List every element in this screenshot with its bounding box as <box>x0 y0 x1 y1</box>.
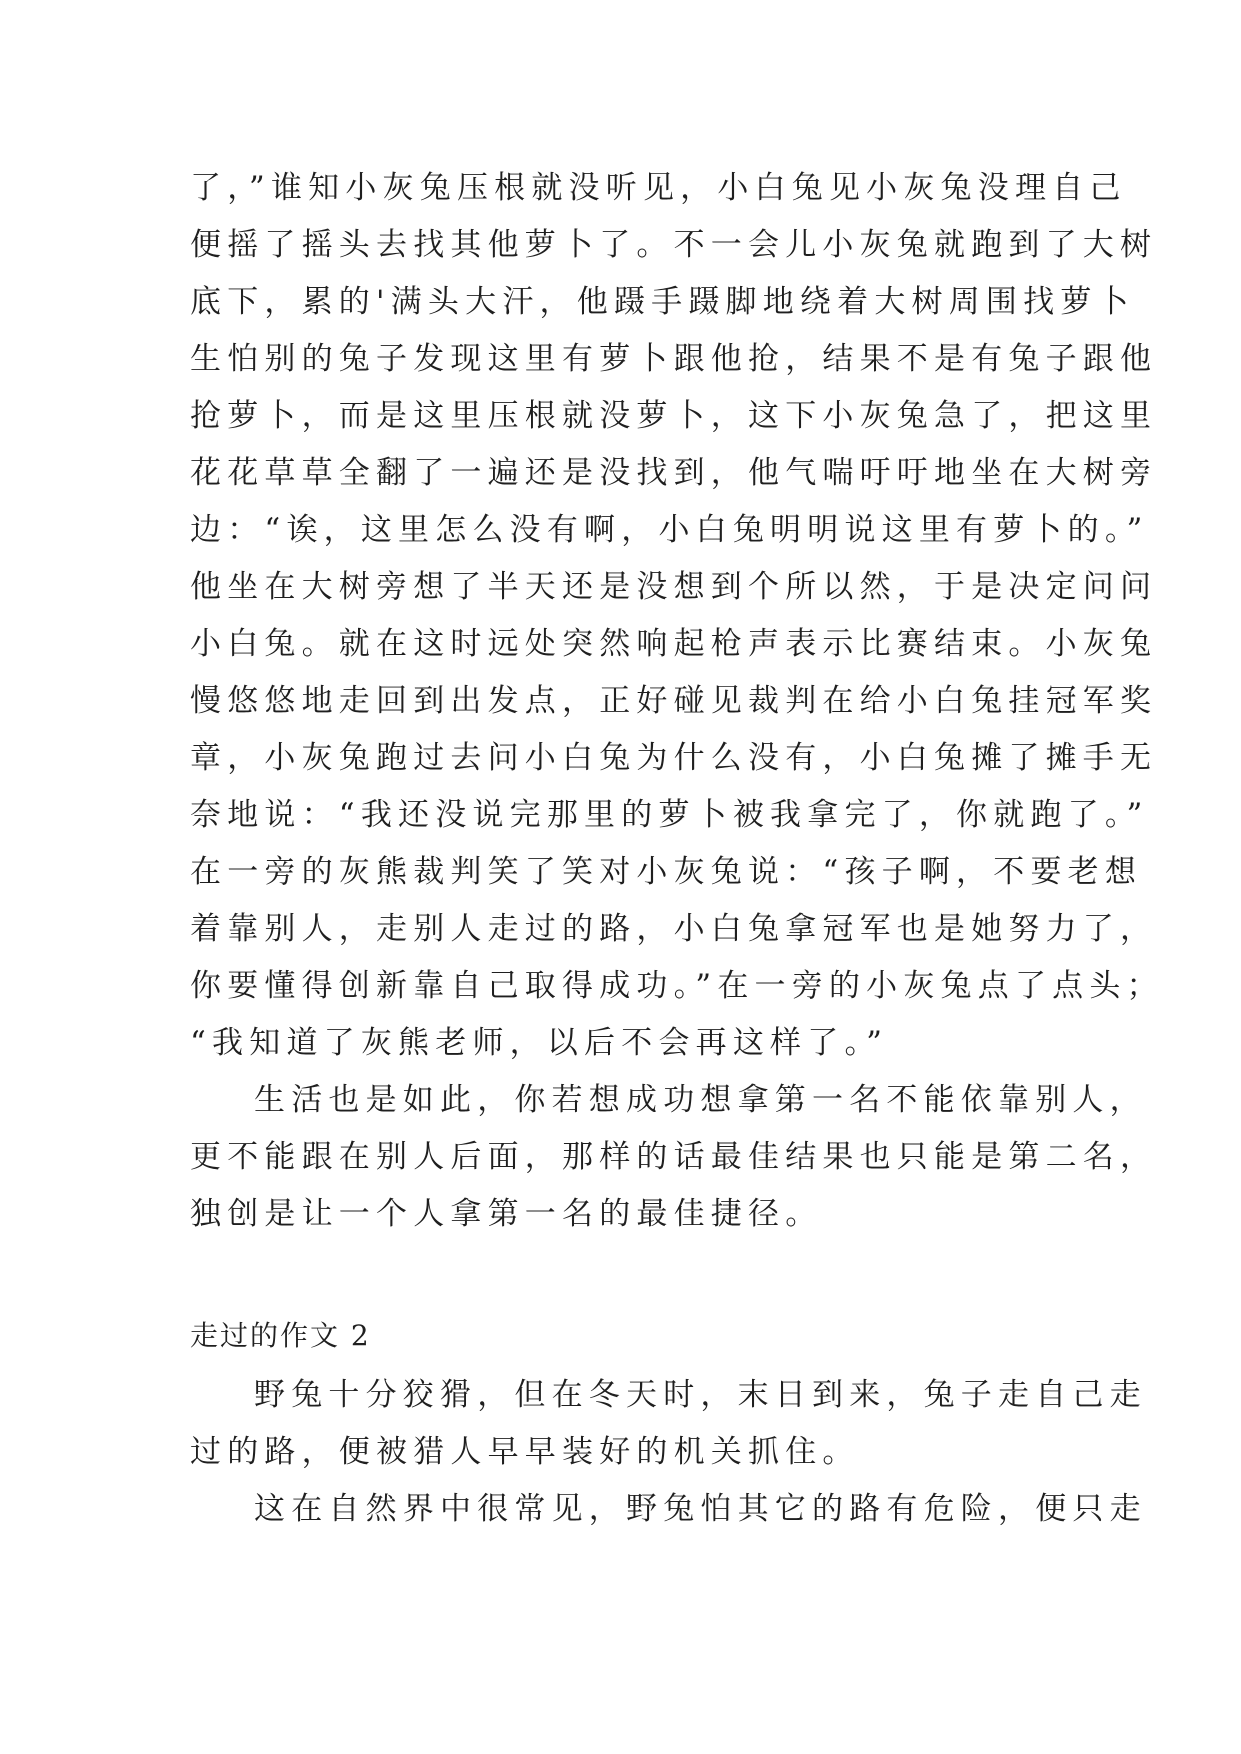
paragraph-line: 他坐在大树旁想了半天还是没想到个所以然，于是决定问问 <box>190 569 1158 605</box>
section-title: 走过的作文 2 <box>190 1319 371 1352</box>
paragraph-line: 了，”谁知小灰兔压根就没听见，小白兔见小灰兔没理自己 <box>190 170 1127 206</box>
paragraph-line: 小白兔。就在这时远处突然响起枪声表示比赛结束。小灰兔 <box>190 626 1158 662</box>
paragraph-line: 生怕别的兔子发现这里有萝卜跟他抢，结果不是有兔子跟他 <box>190 341 1158 377</box>
paragraph-line: 过的路，便被猎人早早装好的机关抓住。 <box>190 1434 860 1470</box>
paragraph-line: 边：“诶，这里怎么没有啊，小白兔明明说这里有萝卜的。” <box>190 512 1149 548</box>
paragraph-line: 底下，累的'满头大汗，他蹑手蹑脚地绕着大树周围找萝卜 <box>190 284 1135 320</box>
paragraph-line: 野兔十分狡猾，但在冬天时，末日到来，兔子走自己走 <box>254 1377 1147 1413</box>
paragraph-line: 章，小灰兔跑过去问小白兔为什么没有，小白兔摊了摊手无 <box>190 740 1158 776</box>
conclusion-line: 更不能跟在别人后面，那样的话最佳结果也只能是第二名， <box>190 1139 1158 1175</box>
paragraph-line: 你要懂得创新靠自己取得成功。”在一旁的小灰兔点了点头； <box>190 968 1164 1004</box>
paragraph-line: 抢萝卜，而是这里压根就没萝卜，这下小灰兔急了，把这里 <box>190 398 1158 434</box>
conclusion-line: 独创是让一个人拿第一名的最佳捷径。 <box>190 1196 823 1232</box>
paragraph-line: 在一旁的灰熊裁判笑了笑对小灰兔说：“孩子啊，不要老想 <box>190 854 1143 890</box>
paragraph-line: 花花草草全翻了一遍还是没找到，他气喘吁吁地坐在大树旁 <box>190 455 1158 491</box>
paragraph-line: 着靠别人，走别人走过的路，小白兔拿冠军也是她努力了， <box>190 911 1158 947</box>
paragraph-line: 这在自然界中很常见，野兔怕其它的路有危险，便只走 <box>254 1491 1147 1527</box>
paragraph-line: 奈地说：“我还没说完那里的萝卜被我拿完了，你就跑了。” <box>190 797 1149 833</box>
conclusion-line: 生活也是如此，你若想成功想拿第一名不能依靠别人， <box>254 1082 1147 1118</box>
paragraph-line: 慢悠悠地走回到出发点，正好碰见裁判在给小白兔挂冠军奖 <box>190 683 1158 719</box>
paragraph-line: 便摇了摇头去找其他萝卜了。不一会儿小灰兔就跑到了大树 <box>190 227 1158 263</box>
paragraph-line: “我知道了灰熊老师，以后不会再这样了。” <box>190 1025 889 1061</box>
